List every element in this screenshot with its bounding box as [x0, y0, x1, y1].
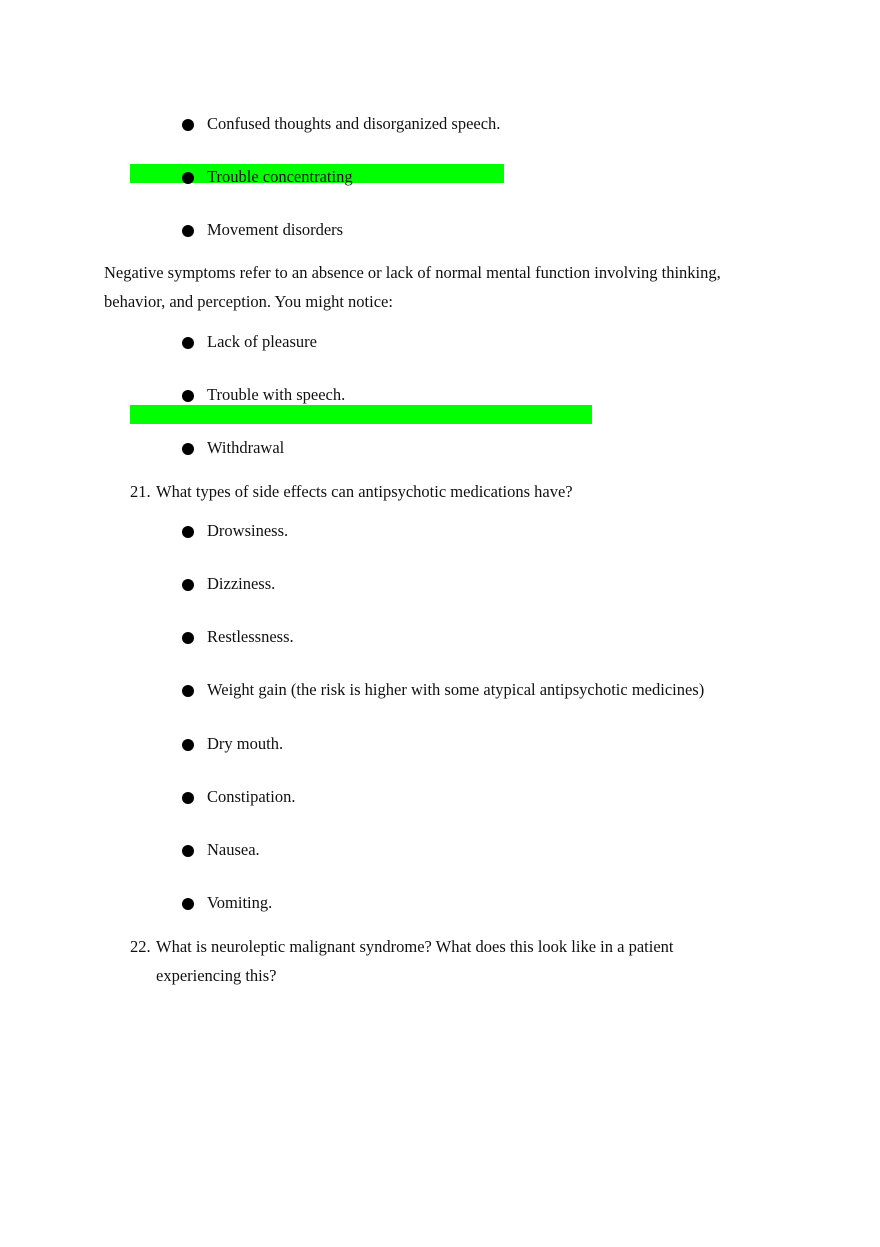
list-item: Drowsiness. — [207, 521, 289, 540]
bullet-icon — [182, 443, 194, 455]
list-item: Dry mouth. — [207, 734, 284, 753]
bullet-icon — [182, 739, 194, 751]
bullet-icon — [182, 579, 194, 591]
question-text: What is neuroleptic malignant syndrome? What does this look like in a patient — [156, 937, 674, 956]
bullet-icon — [182, 390, 194, 402]
bullet-icon — [182, 172, 194, 184]
bullet-icon — [182, 898, 194, 910]
list-item: Constipation. — [207, 787, 296, 806]
list-item: Vomiting. — [207, 893, 273, 912]
bullet-icon — [182, 845, 194, 857]
bullet-icon — [182, 685, 194, 697]
highlight-bar-trouble-with-speech — [130, 405, 592, 424]
list-item: Weight gain (the risk is higher with some atypical antipsychotic medicines) — [207, 680, 705, 699]
list-item: Movement disorders — [207, 220, 344, 239]
question-number: 22. — [130, 937, 151, 956]
list-item: Lack of pleasure — [207, 332, 317, 351]
question-text-continued: experiencing this? — [156, 966, 277, 985]
list-item: Withdrawal — [207, 438, 285, 457]
bullet-icon — [182, 792, 194, 804]
list-item: Nausea. — [207, 840, 260, 859]
question-number: 21. — [130, 482, 151, 501]
paragraph-line: Negative symptoms refer to an absence or lack of normal mental function involving thinking, — [104, 263, 721, 282]
question-text: What types of side effects can antipsychotic medications have? — [156, 482, 573, 501]
paragraph-line: behavior, and perception. You might notice: — [104, 292, 393, 311]
bullet-icon — [182, 337, 194, 349]
list-item-highlighted: Trouble with speech. — [207, 385, 346, 404]
list-item-highlighted: Trouble concentrating — [207, 167, 353, 186]
bullet-icon — [182, 526, 194, 538]
bullet-icon — [182, 225, 194, 237]
list-item: Dizziness. — [207, 574, 276, 593]
list-item: Confused thoughts and disorganized speech. — [207, 114, 501, 133]
list-item: Restlessness. — [207, 627, 294, 646]
bullet-icon — [182, 119, 194, 131]
bullet-icon — [182, 632, 194, 644]
